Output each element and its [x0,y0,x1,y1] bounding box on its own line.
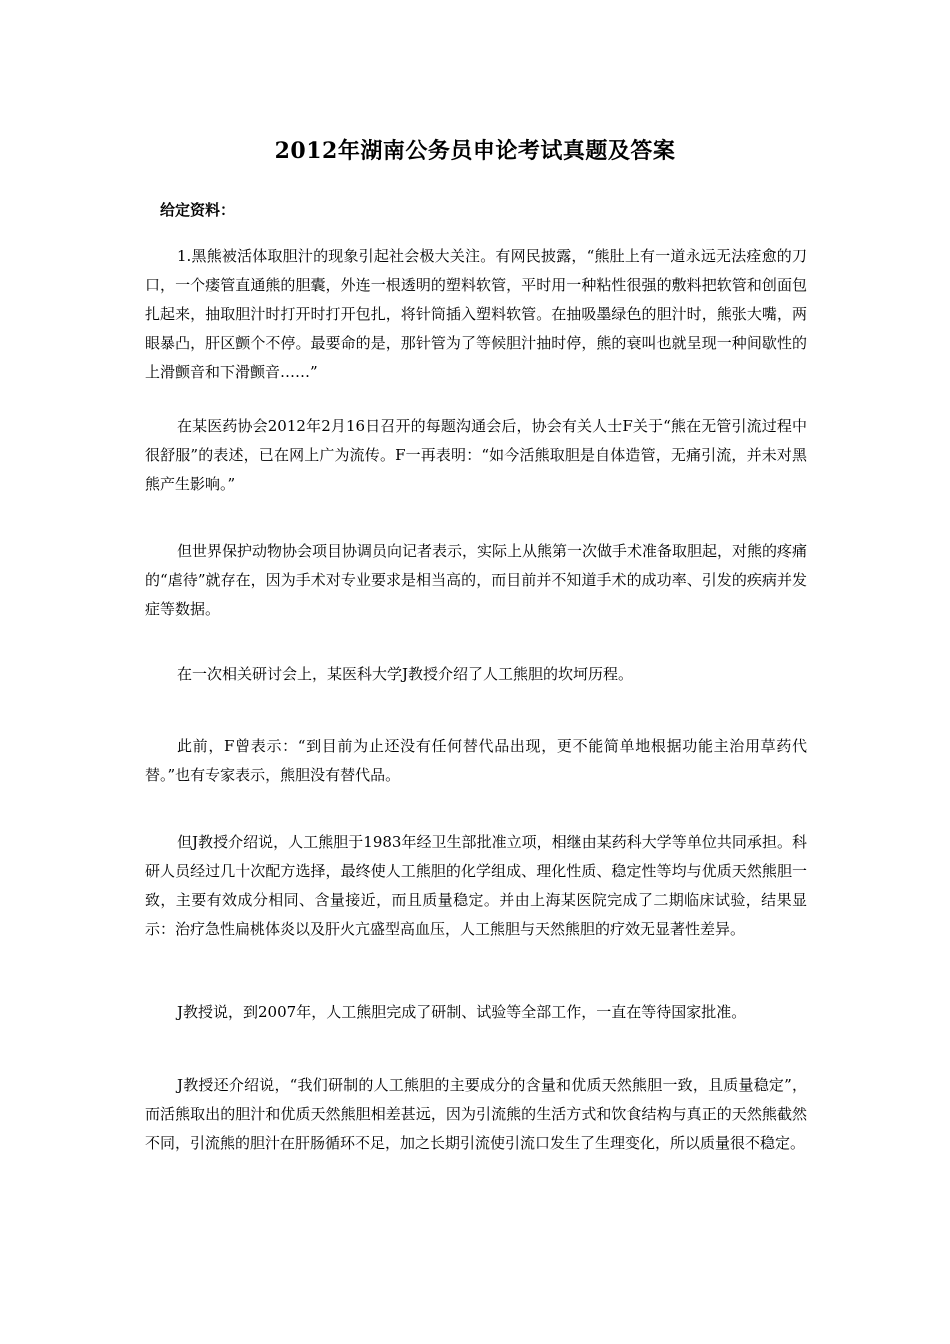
paragraph-1: 1.黑熊被活体取胆汁的现象引起社会极大关注。有网民披露，“熊肚上有一道永远无法痊愈的刀口，一个瘘管直通熊的胆囊，外连一根透明的塑料软管，平时用一种粘性很强的敷料把软管和创面包扎起来，抽取胆汁时打开时打开包扎，将针筒插入塑料软管。在抽吸墨绿色的胆汁时，熊张大嘴，两眼暴凸，肝区颤个不停。最要命的是，那针管为了等候胆汁抽时停，熊的衰叫也就呈现一种间歇性的上滑颤音和下滑颤音……” [145,247,807,381]
paragraph-5: 此前，F曾表示：“到目前为止还没有任何替代品出现，更不能简单地根据功能主治用草药代替。”也有专家表示，熊胆没有替代品。 [145,737,807,784]
paragraph-8: J教授还介绍说，“我们研制的人工熊胆的主要成分的含量和优质天然熊胆一致，且质量稳定”，而活熊取出的胆汁和优质天然熊胆相差甚远，因为引流熊的生活方式和饮食结构与真正的天然熊截然不同，引流熊的胆汁在肝肠循环不足，加之长期引流使引流口发生了生理变化，所以质量很不稳定。 [145,1076,807,1152]
paragraph-7: J教授说，到2007年，人工熊胆完成了研制、试验等全部工作，一直在等待国家批准。 [177,1003,747,1021]
paragraph-4: 在一次相关研讨会上，某医科大学J教授介绍了人工熊胆的坎坷历程。 [177,665,634,683]
document-title: 2012年湖南公务员申论考试真题及答案 [274,138,676,164]
paragraph-3: 但世界保护动物协会项目协调员向记者表示，实际上从熊第一次做手术准备取胆起，对熊的疼痛的“虐待”就存在，因为手术对专业要求是相当高的，而目前并不知道手术的成功率、引发的疾病并发症等数据。 [145,542,808,618]
paragraph-6: 但J教授介绍说，人工熊胆于1983年经卫生部批准立项，相继由某药科大学等单位共同承担。科研人员经过几十次配方选择，最终使人工熊胆的化学组成、理化性质、稳定性等均与优质天然熊胆一致，主要有效成分相同、含量接近，而且质量稳定。并由上海某医院完成了二期临床试验，结果显示：治疗急性扁桃体炎以及肝火亢盛型高血压，人工熊胆与天然熊胆的疗效无显著性差异。 [145,833,807,938]
paragraph-2: 在某医药协会2012年2月16日召开的每题沟通会后，协会有关人士F关于“熊在无管引流过程中很舒服”的表述，已在网上广为流传。F一再表明：“如今活熊取胆是自体造管，无痛引流，并未对黑熊产生影响。” [145,417,807,493]
section-label-given-materials: 给定资料： [160,201,236,219]
